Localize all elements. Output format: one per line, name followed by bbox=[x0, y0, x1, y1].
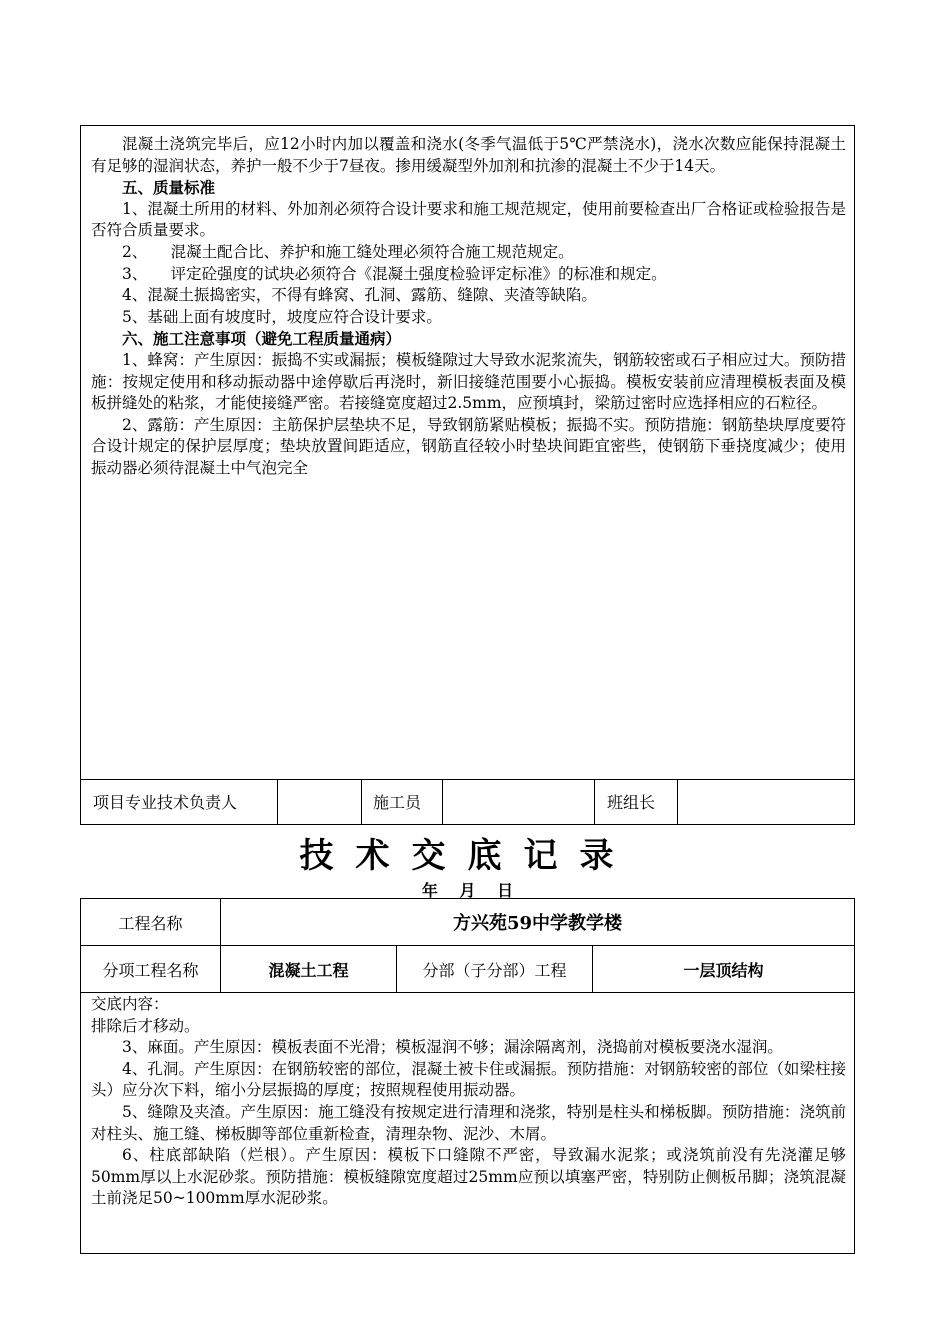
division-label: 分部（子分部）工程 bbox=[422, 960, 567, 980]
builder-label: 施工员 bbox=[373, 793, 422, 812]
record-content bbox=[91, 994, 846, 1210]
page1-content bbox=[91, 134, 846, 480]
page1-para-3: 2、 混凝土配合比、养护和施工缝处理必须符合施工规范规定。 bbox=[122, 242, 574, 261]
tech-lead-label: 项目专业技术负责人 bbox=[93, 793, 238, 812]
row2-divider bbox=[81, 992, 854, 993]
section-heading-quality: 五、质量标准 bbox=[122, 178, 216, 198]
sub-item-label: 分项工程名称 bbox=[102, 960, 199, 980]
page1-para-6: 5、基础上面有坡度时，坡度应符合设计要求。 bbox=[122, 307, 442, 326]
sig-divider-2 bbox=[361, 779, 362, 824]
division-value: 一层顶结构 bbox=[683, 960, 764, 980]
record-title: 技术交底记录 bbox=[299, 836, 636, 876]
project-name-label: 工程名称 bbox=[118, 913, 183, 933]
section-heading-precautions: 六、施工注意事项（避免工程质量通病） bbox=[122, 329, 402, 349]
tech-lead-signature bbox=[278, 779, 361, 824]
team-leader-signature bbox=[678, 779, 854, 824]
record-para-2: 4、孔洞。产生原因：在钢筋较密的部位，混凝土被卡住或漏振。预防措施：对钢筋较密的部位（如梁柱接头）应分次下料，缩小分层振捣的厚度；按照规程使用振动器。 bbox=[91, 1059, 846, 1100]
record-table bbox=[80, 898, 855, 1254]
page1-para-5: 4、混凝土振捣密实，不得有蜂窝、孔洞、露筋、缝隙、夹渣等缺陷。 bbox=[122, 286, 597, 305]
sub-item-value: 混凝土工程 bbox=[268, 960, 349, 980]
team-leader-label: 班组长 bbox=[607, 793, 656, 812]
page1-table bbox=[80, 125, 855, 825]
record-para-4: 6、柱底部缺陷（烂根）。产生原因：模板下口缝隙不严密，导致漏水泥浆；或浇筑前没有先浇灌足够50mm厚以上水泥砂浆。预防措施：模板缝隙宽度超过25mm应预以填塞严密，特别防止侧板吊脚；浇筑混凝土前浇足50~100mm厚水泥砂浆。 bbox=[91, 1146, 846, 1208]
page1-para-8: 1、蜂窝：产生原因：振捣不实或漏振；模板缝隙过大导致水泥浆流失，钢筋较密或石子相应过大。预防措施：按规定使用和移动振动器中途停歇后再浇时，新旧接缝范围要小心振捣。模板安装前应清理模板表面及模板拼缝处的粘浆，才能使接缝严密。若接缝宽度超过2.5mm，应预填封，梁筋过密时应选择相应的石粒径。 bbox=[91, 350, 846, 413]
builder-signature bbox=[443, 779, 594, 824]
record-date: 年 月 日 bbox=[421, 881, 514, 900]
page1-para-9: 2、露筋：产生原因：主筋保护层垫块不足，导致钢筋紧贴模板；振捣不实。预防措施：钢筋垫块厚度要符合设计规定的保护层厚度；垫块放置间距适应，钢筋直径较小时垫块间距宜密些，使钢筋下垂挠度减少；使用振动器必须待混凝土中气泡完全 bbox=[91, 415, 846, 477]
project-name-value: 方兴苑59中学教学楼 bbox=[452, 913, 623, 934]
record-para-1: 3、麻面。产生原因：模板表面不光滑；模板湿润不够；漏涂隔离剂，浇捣前对模板要浇水湿润。 bbox=[122, 1038, 783, 1057]
sig-divider-4 bbox=[594, 779, 595, 824]
page1-para-4: 3、 评定砼强度的试块必须符合《混凝土强度检验评定标准》的标准和规定。 bbox=[122, 264, 667, 283]
content-label: 交底内容： bbox=[91, 995, 169, 1013]
record-para-3: 5、缝隙及夹渣。产生原因：施工缝没有按规定进行清理和浇浆，特别是柱头和梯板脚。预防措施：浇筑前对柱头、施工缝、梯板脚等部位重新检查，清理杂物、泥沙、木屑。 bbox=[91, 1102, 846, 1143]
page1-para-0: 混凝土浇筑完毕后，应12小时内加以覆盖和浇水(冬季气温低于5℃严禁浇水)，浇水次数应能保持混凝土有足够的湿润状态，养护一般不少于7昼夜。掺用缓凝型外加剂和抗渗的混凝土不少于14天。 bbox=[91, 135, 846, 175]
record-para-0: 排除后才移动。 bbox=[91, 1016, 200, 1035]
page1-para-2: 1、混凝土所用的材料、外加剂必须符合设计要求和施工规范规定，使用前要检查出厂合格证或检验报告是否符合质量要求。 bbox=[91, 199, 846, 240]
